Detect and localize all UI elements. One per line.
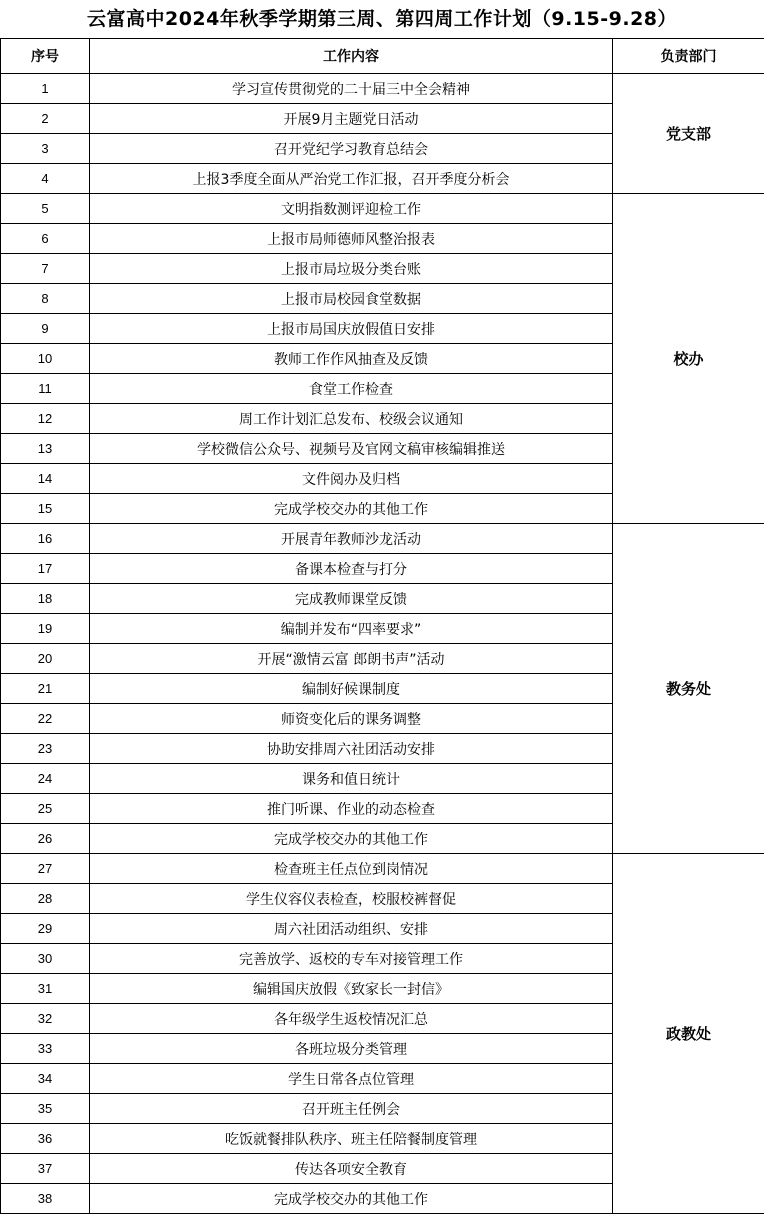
row-number: 24: [1, 764, 90, 794]
work-content-cell: 上报市局国庆放假值日安排: [90, 314, 613, 344]
work-content-cell: 协助安排周六社团活动安排: [90, 734, 613, 764]
work-content-cell: 学习宣传贯彻党的二十届三中全会精神: [90, 74, 613, 104]
table-row: [1, 194, 764, 224]
row-number: 28: [1, 884, 90, 914]
column-header-no: 序号: [1, 39, 90, 74]
work-content-cell: 学生日常各点位管理: [90, 1064, 613, 1094]
work-plan-table: [0, 38, 764, 1214]
row-number: 12: [1, 404, 90, 434]
work-content-cell: 课务和值日统计: [90, 764, 613, 794]
department-cell: 政教处: [613, 854, 764, 1214]
work-content-cell: 食堂工作检查: [90, 374, 613, 404]
row-number: 4: [1, 164, 90, 194]
row-number: 20: [1, 644, 90, 674]
work-content-cell: 完成教师课堂反馈: [90, 584, 613, 614]
work-content-cell: 上报市局垃圾分类台账: [90, 254, 613, 284]
work-content-cell: 周工作计划汇总发布、校级会议通知: [90, 404, 613, 434]
row-number: 9: [1, 314, 90, 344]
work-content-cell: 各年级学生返校情况汇总: [90, 1004, 613, 1034]
row-number: 21: [1, 674, 90, 704]
table-row: [1, 854, 764, 884]
work-content-cell: 文件阅办及归档: [90, 464, 613, 494]
work-content-cell: 学校微信公众号、视频号及官网文稿审核编辑推送: [90, 434, 613, 464]
row-number: 16: [1, 524, 90, 554]
work-content-cell: 上报3季度全面从严治党工作汇报，召开季度分析会: [90, 164, 613, 194]
table-body: [1, 74, 764, 1214]
row-number: 36: [1, 1124, 90, 1154]
row-number: 15: [1, 494, 90, 524]
row-number: 19: [1, 614, 90, 644]
work-content-cell: 编制好候课制度: [90, 674, 613, 704]
work-content-cell: 周六社团活动组织、安排: [90, 914, 613, 944]
work-content-cell: 学生仪容仪表检查，校服校裤督促: [90, 884, 613, 914]
work-content-cell: 完成学校交办的其他工作: [90, 824, 613, 854]
work-content-cell: 上报市局师德师风整治报表: [90, 224, 613, 254]
row-number: 1: [1, 74, 90, 104]
work-content-cell: 传达各项安全教育: [90, 1154, 613, 1184]
row-number: 34: [1, 1064, 90, 1094]
page-title: 云富高中2024年秋季学期第三周、第四周工作计划（9.15-9.28）: [0, 0, 764, 38]
row-number: 32: [1, 1004, 90, 1034]
row-number: 35: [1, 1094, 90, 1124]
row-number: 31: [1, 974, 90, 1004]
department-cell: 校办: [613, 194, 764, 524]
row-number: 22: [1, 704, 90, 734]
row-number: 17: [1, 554, 90, 584]
work-content-cell: 开展“激情云富 郎朗书声”活动: [90, 644, 613, 674]
work-content-cell: 文明指数测评迎检工作: [90, 194, 613, 224]
work-content-cell: 完成学校交办的其他工作: [90, 1184, 613, 1214]
row-number: 23: [1, 734, 90, 764]
row-number: 13: [1, 434, 90, 464]
work-content-cell: 完善放学、返校的专车对接管理工作: [90, 944, 613, 974]
row-number: 33: [1, 1034, 90, 1064]
column-header-work: 工作内容: [90, 39, 613, 74]
row-number: 27: [1, 854, 90, 884]
work-content-cell: 开展青年教师沙龙活动: [90, 524, 613, 554]
table-row: [1, 524, 764, 554]
row-number: 3: [1, 134, 90, 164]
work-content-cell: 各班垃圾分类管理: [90, 1034, 613, 1064]
work-content-cell: 教师工作作风抽查及反馈: [90, 344, 613, 374]
row-number: 25: [1, 794, 90, 824]
work-content-cell: 备课本检查与打分: [90, 554, 613, 584]
row-number: 10: [1, 344, 90, 374]
work-content-cell: 开展9月主题党日活动: [90, 104, 613, 134]
row-number: 7: [1, 254, 90, 284]
table-row: [1, 74, 764, 104]
row-number: 14: [1, 464, 90, 494]
work-content-cell: 推门听课、作业的动态检查: [90, 794, 613, 824]
work-content-cell: 召开班主任例会: [90, 1094, 613, 1124]
work-content-cell: 上报市局校园食堂数据: [90, 284, 613, 314]
work-content-cell: 完成学校交办的其他工作: [90, 494, 613, 524]
row-number: 2: [1, 104, 90, 134]
department-cell: 党支部: [613, 74, 764, 194]
row-number: 8: [1, 284, 90, 314]
row-number: 37: [1, 1154, 90, 1184]
department-cell: 教务处: [613, 524, 764, 854]
row-number: 18: [1, 584, 90, 614]
work-content-cell: 师资变化后的课务调整: [90, 704, 613, 734]
row-number: 30: [1, 944, 90, 974]
row-number: 6: [1, 224, 90, 254]
row-number: 38: [1, 1184, 90, 1214]
row-number: 11: [1, 374, 90, 404]
table-header-row: [1, 39, 764, 74]
work-content-cell: 吃饭就餐排队秩序、班主任陪餐制度管理: [90, 1124, 613, 1154]
row-number: 26: [1, 824, 90, 854]
work-content-cell: 召开党纪学习教育总结会: [90, 134, 613, 164]
work-content-cell: 编辑国庆放假《致家长一封信》: [90, 974, 613, 1004]
column-header-dept: 负责部门: [613, 39, 764, 74]
work-content-cell: 检查班主任点位到岗情况: [90, 854, 613, 884]
work-content-cell: 编制并发布“四率要求”: [90, 614, 613, 644]
row-number: 29: [1, 914, 90, 944]
row-number: 5: [1, 194, 90, 224]
